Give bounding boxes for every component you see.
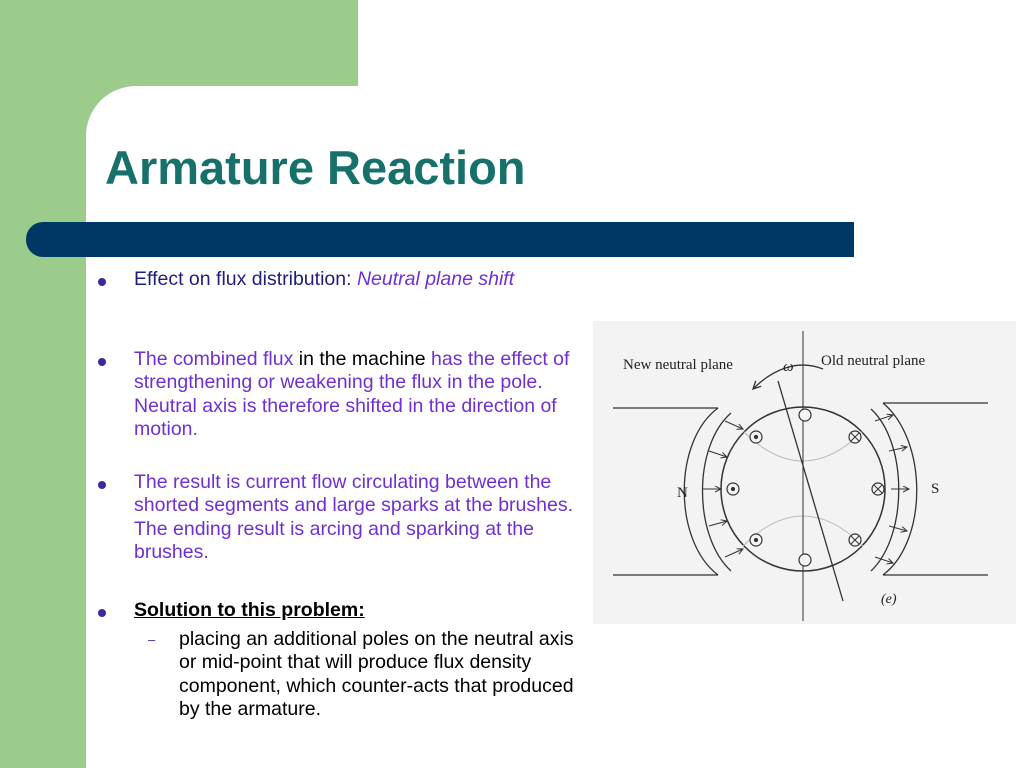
diagram-svg xyxy=(593,321,1016,624)
bullet-dot-icon xyxy=(98,609,106,617)
bullet-dot-icon xyxy=(98,481,106,489)
bullet-part: The combined flux xyxy=(134,348,294,370)
label-old-neutral: Old neutral plane xyxy=(821,353,926,369)
bullet-part: in the machine xyxy=(293,348,432,370)
bullet-text xyxy=(134,348,579,442)
bullet-text: Solution to this problem: xyxy=(134,599,365,621)
bullet-text: The result is current flow circulating between the shorted segments and large sparks at the brushes. The ending result is arcing and sparking at the brushes. xyxy=(134,471,573,564)
dash-icon: – xyxy=(148,632,156,647)
bullet-dot-icon xyxy=(98,278,106,286)
armature-diagram xyxy=(593,321,1016,624)
label-e: (e) xyxy=(881,592,897,607)
bullet-lead: Effect on flux distribution: xyxy=(134,268,357,290)
sub-bullet-text: placing an additional poles on the neutral axis or mid-point that will produce flux density component, which counter-acts that produced by the armature. xyxy=(179,628,574,721)
label-s-pole: S xyxy=(931,481,940,497)
label-new-neutral: New neutral plane xyxy=(623,357,733,373)
slide-title: Armature Reaction xyxy=(105,141,526,194)
bullet-emphasis: Neutral plane shift xyxy=(356,268,515,290)
title-underline-bar xyxy=(26,222,854,257)
bullet-text xyxy=(134,268,574,291)
bullet-dot-icon xyxy=(98,358,106,366)
label-n-pole: N xyxy=(677,485,688,501)
bullet-part: has the effect of strengthening or weakening the flux in the pole. Neutral axis is therefore shifted in the direction of motion. xyxy=(134,348,570,441)
label-omega: ω xyxy=(783,359,794,375)
